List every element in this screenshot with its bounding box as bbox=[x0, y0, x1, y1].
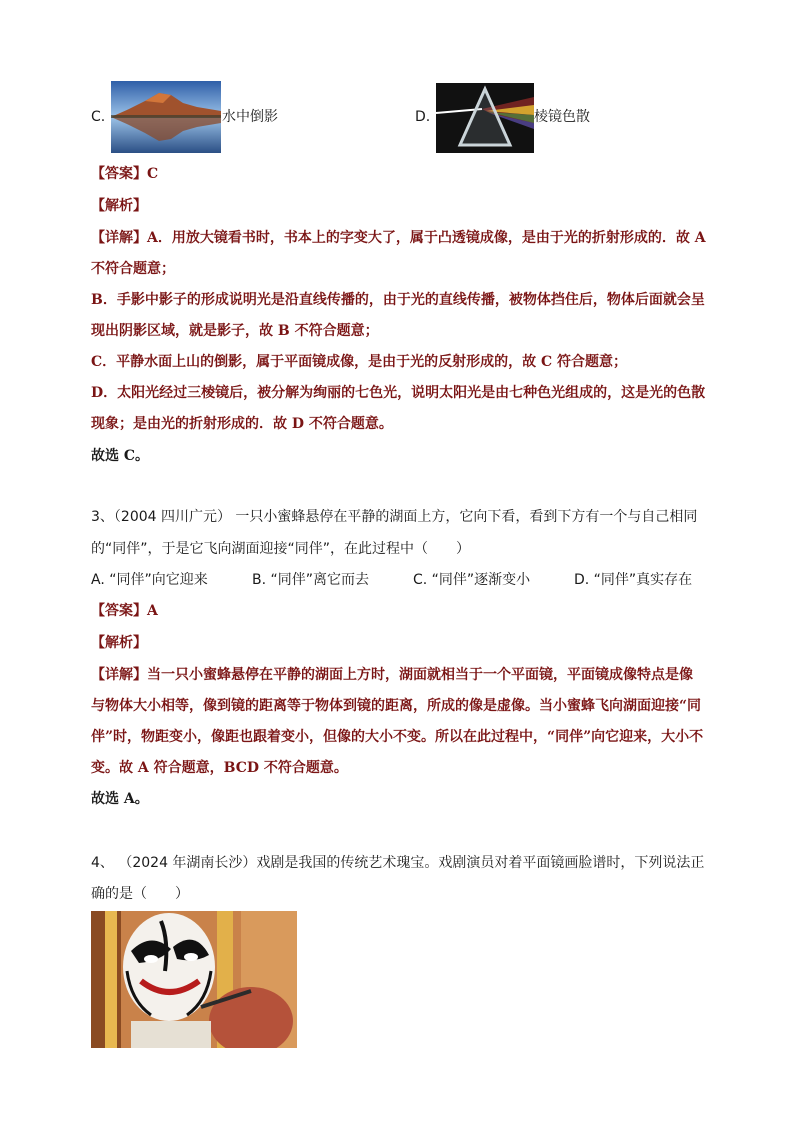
q3-answer: 【答案】A bbox=[91, 603, 158, 619]
reflection-image bbox=[111, 81, 221, 153]
q3-option-b: B. “同伴”离它而去 bbox=[252, 572, 370, 588]
q3-choice: 故选 A。 bbox=[91, 791, 149, 807]
q2-detail-line: D．太阳光经过三棱镜后，被分解为绚丽的七色光，说明太阳光是由七种色光组成的，这是光的色散 bbox=[91, 385, 706, 401]
q3-stem-line: 的“同伴”，于是它飞向湖面迎接“同伴”，在此过程中（ ） bbox=[91, 541, 471, 557]
option-d-caption: 棱镜色散 bbox=[534, 109, 590, 125]
option-c-letter: C. bbox=[91, 109, 106, 125]
q2-detail-line: B．手影中影子的形成说明光是沿直线传播的，由于光的直线传播，被物体挡住后，物体后面就会呈 bbox=[91, 292, 705, 308]
q2-detail-line: 不符合题意； bbox=[91, 261, 175, 277]
q2-analysis-label: 【解析】 bbox=[91, 198, 147, 214]
q3-detail-line: 与物体大小相等，像到镜的距离等于物体到镜的距离，所成的像是虚像。当小蜜蜂飞向湖面迎接“同 bbox=[91, 698, 702, 714]
q2-choice: 故选 C。 bbox=[91, 448, 150, 464]
q3-analysis-label: 【解析】 bbox=[91, 635, 147, 651]
option-d-letter: D. bbox=[415, 109, 431, 125]
q4-stem-line: 4、 （2024 年湖南长沙）戏剧是我国的传统艺术瑰宝。戏剧演员对着平面镜画脸谱时，下列说法正 bbox=[91, 855, 705, 871]
q2-detail-line: C．平静水面上山的倒影，属于平面镜成像，是由于光的反射形成的，故 C 符合题意； bbox=[91, 354, 628, 370]
q3-detail-line: 变。故 A 符合题意，BCD 不符合题意。 bbox=[91, 760, 348, 776]
prism-image bbox=[436, 83, 534, 153]
q2-answer: 【答案】C bbox=[91, 166, 159, 182]
q3-option-a: A. “同伴”向它迎来 bbox=[91, 572, 208, 588]
q2-detail-line: 现出阴影区域，就是影子，故 B 不符合题意； bbox=[91, 323, 379, 339]
q3-detail-line: 【详解】当一只小蜜蜂悬停在平静的湖面上方时，湖面就相当于一个平面镜，平面镜成像特点是像 bbox=[91, 667, 693, 683]
q3-option-d: D. “同伴”真实存在 bbox=[574, 572, 693, 588]
q3-option-c: C. “同伴”逐渐变小 bbox=[413, 572, 531, 588]
q3-detail-line: 伴”时，物距变小，像距也跟着变小，但像的大小不变。所以在此过程中，“同伴”向它迎来，大小不 bbox=[91, 729, 704, 745]
q2-detail-line: 现象；是由光的折射形成的．故 D 不符合题意。 bbox=[91, 416, 393, 432]
opera-mask-image bbox=[91, 911, 297, 1048]
q4-stem-line: 确的是（ ） bbox=[91, 886, 189, 902]
q3-stem-line: 3、（2004 四川广元） 一只小蜜蜂悬停在平静的湖面上方，它向下看，看到下方有一个与自己相同 bbox=[91, 509, 698, 525]
option-c-caption: 水中倒影 bbox=[222, 109, 278, 125]
q2-detail-line: 【详解】A．用放大镜看书时，书本上的字变大了，属于凸透镜成像，是由于光的折射形成的．故 A bbox=[91, 230, 706, 246]
